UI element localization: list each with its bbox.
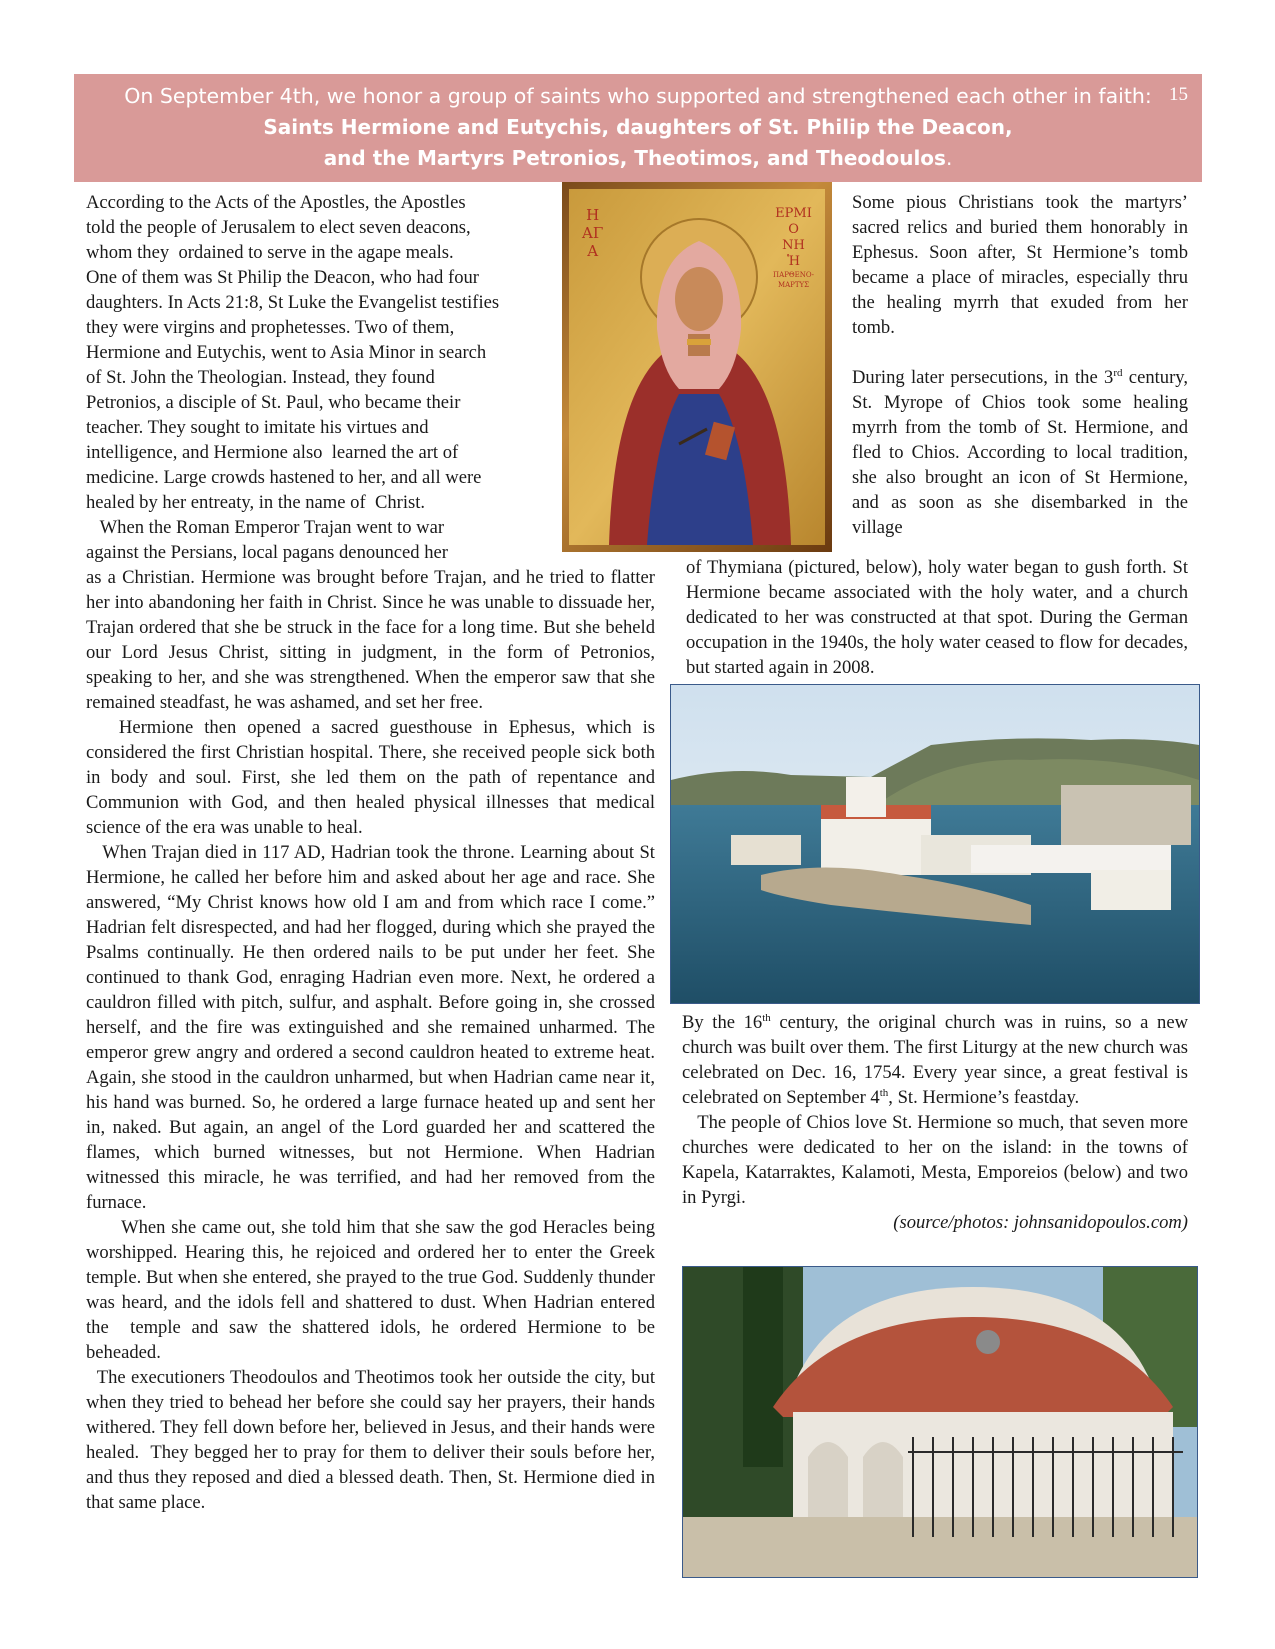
text-span: century, the original church was in ruins, so a new church was built over them. The first Liturgy at the new church was celebrated on Dec. 16, 1754. Every year since, a great festival is celebrated on September 4 xyxy=(682,1012,1188,1108)
text-line: whom they ordained to serve in the agape meals. xyxy=(86,242,454,263)
text-line: medicine. Large crowds hastened to her, and all were xyxy=(86,467,482,488)
icon-right-inscription xyxy=(773,206,814,290)
paragraph: When Trajan died in 117 AD, Hadrian took the throne. Learning about St Hermione, he called her before him and asked about her age and race. She answered, “My Christ knows how old I am and from which race I come.” Hadrian felt disrespected, and had her flogged, during which she prayed the Psalms continually. He then ordered nails to be put under her feet. She continued to thank God, enraging Hadrian even more. Next, he ordered a cauldron filled with pitch, sulfur, and asphalt. Before going in, she crossed herself, and the fire was extinguished and she remained unharmed. The emperor grew angry and ordered a second cauldron heated to extreme heat. Again, she stood in the cauldron unharmed, but when Hadrian came near it, his hand was burned. So, he ordered a large furnace heated up and sent her in, naked. But again, an angel of the Lord guarded her and scattered the flames, which burned witnesses, but not Hermione. When Hadrian witnessed this miracle, he was terrified, and had her removed from the furnace. xyxy=(86,842,660,1213)
text-line: intelligence, and Hermione also learned the art of xyxy=(86,442,459,463)
paragraph: When she came out, she told him that she saw the god Heracles being worshipped. Hearing this, he rejoiced and ordered her to enter the Greek temple. But when she entered, she prayed to the true God. Suddenly thunder was heard, and the idols fell and shattered to dust. When Hadrian entered the temple and saw the shattered idols, he ordered Hermione to be beheaded. xyxy=(86,1217,660,1363)
thymiana-village-photo xyxy=(670,684,1200,1004)
left-column-top xyxy=(86,190,556,565)
text-line: teacher. They sought to imitate his virtues and xyxy=(86,417,429,438)
text-line: According to the Acts of the Apostles, the Apostles xyxy=(86,192,466,213)
header-line-2: Saints Hermione and Eutychis, daughters of St. Philip the Deacon, xyxy=(263,115,1013,139)
superscript: th xyxy=(762,1011,771,1024)
right-column-bottom xyxy=(682,1010,1193,1235)
inscription-line: ΝΗ xyxy=(782,238,805,253)
text-line: daughters. In Acts 21:8, St Luke the Evangelist testifies xyxy=(86,292,500,313)
paragraph: Some pious Christians took the martyrs’ sacred relics and buried them honorably in Ephesus. Soon after, St Hermione’s tomb became a place of miracles, especially thru the healing myrrh that exuded from her tomb. xyxy=(852,192,1188,338)
text-line: against the Persians, local pagans denounced her xyxy=(86,542,448,563)
header-banner xyxy=(74,74,1202,182)
inscription-line: ΑΓ xyxy=(582,224,604,242)
paragraph: Hermione then opened a sacred guesthouse in Ephesus, which is considered the first Christian hospital. There, she received people sick both in body and soul. First, she led them on the path of repentance and Communion with God, and then healed physical illnesses that medical science of the era was unable to heal. xyxy=(86,717,660,838)
text-line: Petronios, a disciple of St. Paul, who became their xyxy=(86,392,461,413)
harbour-image xyxy=(671,685,1199,1003)
paragraph xyxy=(852,365,1188,540)
paragraph: The executioners Theodoulos and Theotimos took her outside the city, but when they tried to behead her before she could say her prayers, their hands withered. They fell down before her, believed in Jesus, and their hands were healed. They begged her to pray for them to deliver their souls before her, and thus they reposed and died a blessed death. Then, St. Hermione died in that same place. xyxy=(86,1367,660,1513)
text-line: they were virgins and prophetesses. Two of them, xyxy=(86,317,455,338)
header-line-3-text: and the Martyrs Petronios, Theotimos, and Theodoulos xyxy=(323,146,946,170)
text-line: healed by her entreaty, in the name of Christ. xyxy=(86,492,426,513)
superscript: rd xyxy=(1113,366,1123,379)
icon-left-inscription xyxy=(582,206,603,260)
text-span: By the 16 xyxy=(682,1012,763,1033)
inscription-line: Η xyxy=(586,206,600,224)
right-column-top xyxy=(852,190,1188,540)
header-line-1: On September 4th, we honor a group of saints who supported and strengthened each other in faith: xyxy=(124,84,1152,108)
page-number: 15 xyxy=(1169,84,1188,105)
chapel-image xyxy=(683,1267,1197,1577)
inscription-line: Α xyxy=(587,242,599,260)
text-span: During later persecutions, in the 3 xyxy=(852,367,1114,388)
paragraph xyxy=(682,1010,1188,1110)
text-span: century, St. Myrope of Chios took some healing myrrh from the tomb of St. Hermione, and fled to Chios. According to local tradition, she also brought an icon of St Hermione, and as soon as she disembarked in the village xyxy=(852,367,1189,538)
text-line: told the people of Jerusalem to elect seven deacons, xyxy=(86,217,471,238)
text-line: of St. John the Theologian. Instead, they found xyxy=(86,367,435,388)
header-line-3-end: . xyxy=(945,146,953,170)
header-line-3 xyxy=(74,146,1202,170)
photo-source-credit: (source/photos: johnsanidopoulos.com) xyxy=(893,1212,1188,1233)
inscription-line: ΕΡΜΙ xyxy=(775,206,812,221)
text-line: Hermione and Eutychis, went to Asia Minor in search xyxy=(86,342,487,363)
inscription-line: ΜΑΡΤΥΣ xyxy=(777,281,810,289)
text-line: One of them was St Philip the Deacon, who had four xyxy=(86,267,479,288)
superscript: th xyxy=(879,1086,889,1099)
saint-hermione-icon-image xyxy=(562,182,832,552)
emporeios-chapel-photo xyxy=(682,1266,1198,1578)
paragraph: of Thymiana (pictured, below), holy water began to gush forth. St Hermione became associated with the holy water, and a church dedicated to her was constructed at that spot. During the German occupation in the 1940s, the holy water ceased to flow for decades, but started again in 2008. xyxy=(686,557,1188,678)
right-column-middle xyxy=(686,555,1188,680)
inscription-line: ΠΑΡΘΕΝΟ- xyxy=(773,271,814,279)
text-line: When the Roman Emperor Trajan went to war xyxy=(86,517,445,538)
inscription-line: Ἡ xyxy=(787,254,800,269)
paragraph: The people of Chios love St. Hermione so much, that seven more churches were dedicated to her on the island: in the towns of Kapela, Katarraktes, Kalamoti, Mesta, Emporeios (below) and two in Pyrgi. xyxy=(682,1112,1193,1208)
inscription-line: Ο xyxy=(788,222,799,237)
left-column-main xyxy=(86,565,660,1515)
paragraph: as a Christian. Hermione was brought before Trajan, and he tried to flatter her into abandoning her faith in Christ. Since he was unable to dissuade her, Trajan ordered that she be struck in the face for a long time. But she beheld our Lord Jesus Christ, sitting in judgment, in the form of Petronios, speaking to her, and she was strengthened. When the emperor saw that she remained steadfast, he was ashamed, and set her free. xyxy=(86,567,655,713)
text-span: , St. Hermione’s feastday. xyxy=(888,1087,1080,1108)
